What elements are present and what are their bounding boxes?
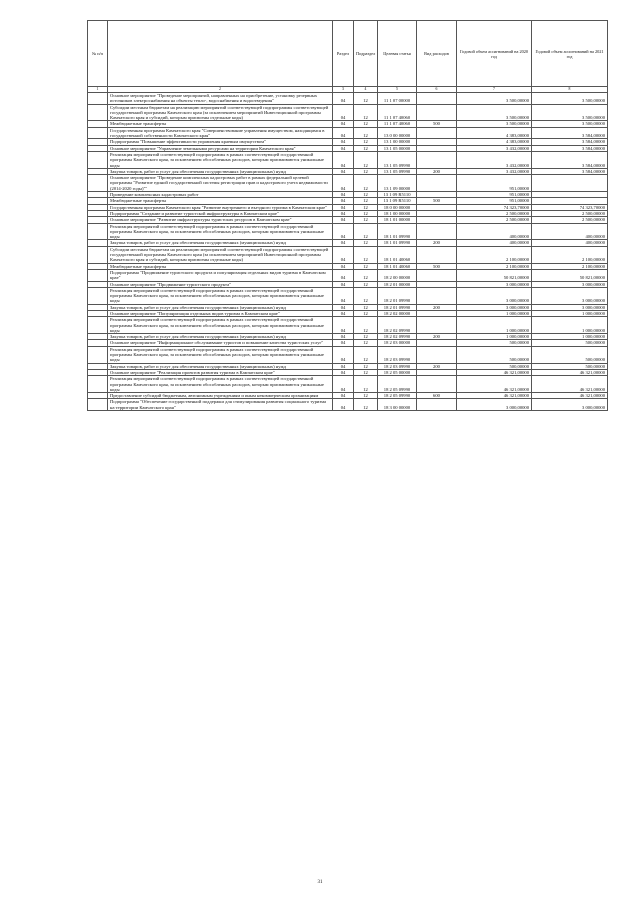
column-index: 8 [532, 87, 608, 93]
row-csr: 11 1 07 40060 [378, 121, 417, 127]
column-index: 3 [333, 87, 354, 93]
row-razdel: 04 [333, 281, 354, 287]
row-number [88, 93, 108, 105]
header-podrazdel: Подраздел [354, 21, 378, 87]
row-value-2020: 46 321,00000 [457, 369, 532, 375]
row-value-2020: 500,00000 [457, 346, 532, 363]
row-name: Подпрограмма "Создание и развитие туристской инфраструктуры в Камчатском крае" [108, 210, 333, 216]
row-value-2020: 50 821,00000 [457, 269, 532, 281]
row-csr: 13 1 05 09990 [378, 168, 417, 174]
budget-table [87, 20, 608, 411]
table-header-row [88, 21, 608, 87]
row-razdel: 04 [333, 363, 354, 369]
row-vr: 600 [417, 393, 457, 399]
row-csr: 18 2 03 09990 [378, 346, 417, 363]
table-row [88, 269, 608, 281]
row-name: Основное мероприятие "Проведение комплексных кадастровых работ в рамках федеральной целевой программы "Развитие единой государственной системы регистрации прав и кадастрового учета недвижимости (2014-2020 годы)"" [108, 175, 333, 192]
row-vr [417, 346, 457, 363]
row-name: Межбюджетные трансферты [108, 121, 333, 127]
row-value-2020: 3 432,00000 [457, 151, 532, 168]
row-value-2020: 3 500,00000 [457, 93, 532, 105]
row-podrazdel: 12 [354, 246, 378, 263]
row-number [88, 317, 108, 334]
row-name: Закупка товаров, работ и услуг для обеспечения государственных (муниципальных) нужд [108, 168, 333, 174]
row-vr [417, 223, 457, 240]
row-name: Основное мероприятие "Продвижение туристского продукта" [108, 281, 333, 287]
row-name: Реализация мероприятий соответствующей подпрограммы в рамках соответствующей государственной программы Камчатского края, за исключением обособленных расходов, которым присваиваются уникальные коды [108, 287, 333, 304]
row-csr: 18 1 00 00000 [378, 210, 417, 216]
row-vr: 200 [417, 363, 457, 369]
row-name: Реализация мероприятий соответствующей подпрограммы в рамках соответствующей государственной программы Камчатского края, за исключением обособленных расходов, которым присваиваются уникальные коды [108, 317, 333, 334]
row-value-2021: 3 000,00000 [532, 399, 608, 411]
row-podrazdel: 12 [354, 217, 378, 223]
row-razdel: 04 [333, 240, 354, 246]
row-value-2020: 4 383,00000 [457, 139, 532, 145]
row-podrazdel: 12 [354, 168, 378, 174]
row-razdel: 04 [333, 175, 354, 192]
row-name: Основное мероприятие "Развитие инфраструктуры туристских ресурсов в Камчатском крае" [108, 217, 333, 223]
row-razdel: 04 [333, 369, 354, 375]
row-value-2021: 3 000,00000 [532, 304, 608, 310]
column-index: 4 [354, 87, 378, 93]
row-razdel: 04 [333, 104, 354, 121]
row-number [88, 246, 108, 263]
row-value-2020: 3 000,00000 [457, 281, 532, 287]
row-podrazdel: 12 [354, 340, 378, 346]
table-row [88, 151, 608, 168]
table-row [88, 287, 608, 304]
row-csr: 13 1 09 00000 [378, 175, 417, 192]
row-name: Закупка товаров, работ и услуг для обеспечения государственных (муниципальных) нужд [108, 240, 333, 246]
row-value-2020: 3 500,00000 [457, 104, 532, 121]
row-razdel: 04 [333, 340, 354, 346]
row-value-2021: 50 821,00000 [532, 269, 608, 281]
header-v2020: Годовой объем ассигнований на 2020 год [457, 21, 532, 87]
row-value-2020: 1 000,00000 [457, 310, 532, 316]
row-name: Подпрограмма "Обеспечение государственной поддержки для стимулирования развития социального туризма на территории Камчатского края" [108, 399, 333, 411]
column-index: 6 [417, 87, 457, 93]
row-value-2020: 2 500,00000 [457, 217, 532, 223]
row-value-2021: 46 321,00000 [532, 376, 608, 393]
row-csr: 18 1 01 09990 [378, 240, 417, 246]
row-name: Закупка товаров, работ и услуг для обеспечения государственных (муниципальных) нужд [108, 304, 333, 310]
row-csr: 11 1 07 00000 [378, 93, 417, 105]
row-number [88, 127, 108, 139]
table-row [88, 246, 608, 263]
header-v2021: Годовой объем ассигнований на 2021 год [532, 21, 608, 87]
row-razdel: 04 [333, 304, 354, 310]
table-row [88, 127, 608, 139]
row-csr: 18 2 01 00000 [378, 281, 417, 287]
row-podrazdel: 12 [354, 304, 378, 310]
row-value-2021: 3 584,00000 [532, 168, 608, 174]
row-razdel: 04 [333, 121, 354, 127]
row-vr [417, 246, 457, 263]
row-value-2021: 3 584,00000 [532, 127, 608, 139]
row-razdel: 04 [333, 269, 354, 281]
row-razdel: 04 [333, 151, 354, 168]
row-number [88, 376, 108, 393]
row-razdel: 04 [333, 168, 354, 174]
row-value-2020: 951,00000 [457, 198, 532, 204]
row-csr: 18 1 01 09990 [378, 223, 417, 240]
column-index: 7 [457, 87, 532, 93]
row-vr [417, 269, 457, 281]
row-name: Подпрограмма "Продвижение туристского продукта и популяризация отдельных видов туризма в Камчатском крае" [108, 269, 333, 281]
row-csr: 13 0 00 00000 [378, 127, 417, 139]
row-podrazdel: 12 [354, 263, 378, 269]
row-csr: 18 2 00 00000 [378, 269, 417, 281]
row-name: Субсидии местным бюджетам на реализацию мероприятий соответствующей подпрограммы соответствующей государственной программы Камчатского края (за исключением мероприятий Инвестиционной программы Камчатского края и субсидий, которым присвоены отдельные коды) [108, 104, 333, 121]
row-vr [417, 104, 457, 121]
row-number [88, 269, 108, 281]
row-podrazdel: 12 [354, 399, 378, 411]
table-body [88, 93, 608, 411]
row-razdel: 04 [333, 210, 354, 216]
row-name: Предоставление субсидий бюджетным, автономным учреждениям и иным некоммерческим организациям [108, 393, 333, 399]
row-csr: 11 1 07 40060 [378, 104, 417, 121]
row-name: Реализация мероприятий соответствующей подпрограммы в рамках соответствующей государственной программы Камчатского края, за исключением обособленных расходов, которым присваиваются уникальные коды [108, 151, 333, 168]
row-name: Реализация мероприятий соответствующей подпрограммы в рамках соответствующей государственной программы Камчатского края, за исключением обособленных расходов, которым присваиваются уникальные коды [108, 376, 333, 393]
column-index: 1 [88, 87, 108, 93]
row-number [88, 399, 108, 411]
row-value-2021: 3 584,00000 [532, 139, 608, 145]
row-value-2021: 3 584,00000 [532, 145, 608, 151]
row-podrazdel: 12 [354, 151, 378, 168]
row-podrazdel: 12 [354, 310, 378, 316]
row-number [88, 151, 108, 168]
row-csr: 18 2 02 09990 [378, 317, 417, 334]
table-row [88, 346, 608, 363]
row-csr: 18 0 00 00000 [378, 204, 417, 210]
row-razdel: 04 [333, 198, 354, 204]
row-podrazdel: 12 [354, 369, 378, 375]
row-podrazdel: 12 [354, 192, 378, 198]
row-podrazdel: 12 [354, 104, 378, 121]
row-value-2021: 3 584,00000 [532, 151, 608, 168]
table-row [88, 376, 608, 393]
row-name: Закупка товаров, работ и услуг для обеспечения государственных (муниципальных) нужд [108, 334, 333, 340]
page-number: 31 [317, 880, 323, 885]
row-name: Межбюджетные трансферты [108, 263, 333, 269]
row-name: Основное мероприятие "Популяризация отдельных видов туризма в Камчатском крае" [108, 310, 333, 316]
row-vr [417, 287, 457, 304]
row-podrazdel: 12 [354, 334, 378, 340]
row-value-2021: 1 000,00000 [532, 334, 608, 340]
row-razdel: 04 [333, 217, 354, 223]
row-name: Закупка товаров, работ и услуг для обеспечения государственных (муниципальных) нужд [108, 363, 333, 369]
row-value-2021: 1 000,00000 [532, 310, 608, 316]
row-podrazdel: 12 [354, 175, 378, 192]
row-vr: 500 [417, 198, 457, 204]
row-value-2021: 3 500,00000 [532, 93, 608, 105]
row-podrazdel: 12 [354, 393, 378, 399]
row-podrazdel: 12 [354, 269, 378, 281]
row-csr: 18 2 05 09990 [378, 376, 417, 393]
row-value-2021: 500,00000 [532, 340, 608, 346]
row-vr [417, 151, 457, 168]
row-razdel: 04 [333, 223, 354, 240]
table-row [88, 317, 608, 334]
row-value-2020: 3 000,00000 [457, 399, 532, 411]
row-podrazdel: 12 [354, 93, 378, 105]
row-value-2021: 3 000,00000 [532, 281, 608, 287]
table-row [88, 93, 608, 105]
row-vr: 200 [417, 240, 457, 246]
row-name: Межбюджетные трансферты [108, 198, 333, 204]
row-csr: 13 1 00 00000 [378, 139, 417, 145]
header-razdel: Раздел [333, 21, 354, 87]
row-value-2021: 3 500,00000 [532, 121, 608, 127]
row-value-2020: 2 500,00000 [457, 210, 532, 216]
row-razdel: 04 [333, 287, 354, 304]
row-csr: 13 1 05 09990 [378, 151, 417, 168]
row-csr: 18 2 02 09990 [378, 334, 417, 340]
row-value-2020: 3 432,00000 [457, 168, 532, 174]
header-name [108, 21, 333, 87]
row-csr: 18 2 03 09990 [378, 363, 417, 369]
row-csr: 18 2 01 09990 [378, 287, 417, 304]
row-value-2021: 2 500,00000 [532, 217, 608, 223]
row-podrazdel: 12 [354, 139, 378, 145]
row-razdel: 04 [333, 93, 354, 105]
row-csr: 18 2 05 09990 [378, 393, 417, 399]
row-name: Субсидии местным бюджетам на реализацию мероприятий соответствующей подпрограммы соответствующей государственной программы Камчатского края (за исключением мероприятий Инвестиционной программы Камчатского края и субсидий, которым присвоены отдельные коды) [108, 246, 333, 263]
row-value-2021 [532, 175, 608, 192]
row-value-2021: 400,00000 [532, 240, 608, 246]
row-razdel: 04 [333, 346, 354, 363]
row-name: Основное мероприятие "Информационное обслуживание туристов и повышение качества туристских услуг" [108, 340, 333, 346]
row-name: Реализация мероприятий соответствующей подпрограммы в рамках соответствующей государственной программы Камчатского края, за исключением обособленных расходов, которым присваиваются уникальные коды [108, 346, 333, 363]
header-csr: Целевая статья [378, 21, 417, 87]
row-razdel: 04 [333, 399, 354, 411]
row-podrazdel: 12 [354, 281, 378, 287]
row-podrazdel: 12 [354, 223, 378, 240]
row-razdel: 04 [333, 139, 354, 145]
row-podrazdel: 12 [354, 240, 378, 246]
row-razdel: 04 [333, 393, 354, 399]
row-vr: 200 [417, 304, 457, 310]
row-value-2020: 46 321,00000 [457, 376, 532, 393]
row-value-2020: 400,00000 [457, 240, 532, 246]
row-value-2020: 1 000,00000 [457, 317, 532, 334]
row-value-2020: 500,00000 [457, 363, 532, 369]
row-razdel: 04 [333, 310, 354, 316]
table-row [88, 175, 608, 192]
row-value-2020: 3 000,00000 [457, 304, 532, 310]
row-number [88, 223, 108, 240]
row-name: Государственная программа Камчатского края "Развитие внутреннего и въездного туризма в Камчатском крае" [108, 204, 333, 210]
row-value-2021: 74 323,70000 [532, 204, 608, 210]
row-value-2021: 46 321,00000 [532, 369, 608, 375]
row-csr: 18 2 05 00000 [378, 369, 417, 375]
row-value-2021: 500,00000 [532, 346, 608, 363]
header-vr: Вид расходов [417, 21, 457, 87]
row-value-2020: 2 100,00000 [457, 246, 532, 263]
table-row [88, 104, 608, 121]
row-razdel: 04 [333, 127, 354, 139]
row-name: Основное мероприятие "Проведение мероприятий, направленных на приобретение, установку резервных источников электроснабжения на объекты тепло-, водоснабжения и водоотведения" [108, 93, 333, 105]
row-value-2021: 2 500,00000 [532, 210, 608, 216]
row-podrazdel: 12 [354, 210, 378, 216]
row-csr: 18 1 01 00000 [378, 217, 417, 223]
row-razdel: 04 [333, 192, 354, 198]
row-value-2021: 400,00000 [532, 223, 608, 240]
table-row [88, 223, 608, 240]
row-podrazdel: 12 [354, 317, 378, 334]
row-value-2021: 3 500,00000 [532, 104, 608, 121]
row-number [88, 287, 108, 304]
row-value-2020: 3 500,00000 [457, 121, 532, 127]
row-value-2020: 500,00000 [457, 340, 532, 346]
row-razdel: 04 [333, 376, 354, 393]
row-podrazdel: 12 [354, 145, 378, 151]
row-number [88, 175, 108, 192]
row-podrazdel: 12 [354, 363, 378, 369]
row-name: Реализация мероприятий соответствующей подпрограммы в рамках соответствующей государственной программы Камчатского края, за исключением обособленных расходов, которым присваиваются уникальные коды [108, 223, 333, 240]
row-csr: 18 2 03 00000 [378, 340, 417, 346]
row-value-2020: 400,00000 [457, 223, 532, 240]
row-podrazdel: 12 [354, 198, 378, 204]
row-name: Государственная программа Камчатского края "Совершенствование управления имуществом, находящимся в государственной собственности Камчатского края" [108, 127, 333, 139]
row-razdel: 04 [333, 263, 354, 269]
row-csr: 13 1 05 00000 [378, 145, 417, 151]
row-value-2021: 46 321,00000 [532, 393, 608, 399]
row-csr: 18 2 02 00000 [378, 310, 417, 316]
row-number [88, 346, 108, 363]
row-vr: 500 [417, 121, 457, 127]
row-csr: 13 1 09 R5110 [378, 198, 417, 204]
row-vr [417, 127, 457, 139]
table-row [88, 399, 608, 411]
row-name: Основное мероприятие "Реализация проектов развития туризма в Камчатском крае" [108, 369, 333, 375]
row-csr: 18 3 00 00000 [378, 399, 417, 411]
row-vr [417, 376, 457, 393]
row-csr: 18 2 01 09990 [378, 304, 417, 310]
column-index: 5 [378, 87, 417, 93]
row-vr [417, 93, 457, 105]
row-razdel: 04 [333, 334, 354, 340]
row-number [88, 104, 108, 121]
row-value-2021: 1 000,00000 [532, 317, 608, 334]
row-value-2020: 4 383,00000 [457, 127, 532, 139]
row-podrazdel: 12 [354, 127, 378, 139]
row-value-2020: 3 000,00000 [457, 287, 532, 304]
row-value-2020: 951,00000 [457, 175, 532, 192]
header-num: № п/п [88, 21, 108, 87]
row-vr [417, 399, 457, 411]
row-value-2021: 3 000,00000 [532, 287, 608, 304]
row-razdel: 04 [333, 246, 354, 263]
row-name: Подпрограмма "Повышение эффективности управления краевым имуществом" [108, 139, 333, 145]
row-vr: 200 [417, 168, 457, 174]
row-value-2020: 951,00000 [457, 192, 532, 198]
row-vr [417, 175, 457, 192]
row-value-2020: 2 100,00000 [457, 263, 532, 269]
row-value-2020: 1 000,00000 [457, 334, 532, 340]
row-razdel: 04 [333, 204, 354, 210]
row-podrazdel: 12 [354, 204, 378, 210]
row-value-2021: 500,00000 [532, 363, 608, 369]
row-name: Основное мероприятие "Управление земельными ресурсами на территории Камчатского края" [108, 145, 333, 151]
row-razdel: 04 [333, 145, 354, 151]
row-value-2020: 3 432,00000 [457, 145, 532, 151]
row-csr: 13 1 09 R5110 [378, 192, 417, 198]
row-value-2020: 46 321,00000 [457, 393, 532, 399]
row-podrazdel: 12 [354, 346, 378, 363]
row-value-2021: 2 100,00000 [532, 263, 608, 269]
row-podrazdel: 12 [354, 287, 378, 304]
column-index: 2 [108, 87, 333, 93]
row-vr: 500 [417, 263, 457, 269]
row-podrazdel: 12 [354, 376, 378, 393]
row-vr [417, 317, 457, 334]
row-value-2021: 2 100,00000 [532, 246, 608, 263]
row-csr: 18 1 01 40060 [378, 246, 417, 263]
row-vr: 200 [417, 334, 457, 340]
row-razdel: 04 [333, 317, 354, 334]
row-csr: 18 1 01 40060 [378, 263, 417, 269]
row-value-2020: 74 323,70000 [457, 204, 532, 210]
row-name: Проведение комплексных кадастровых работ [108, 192, 333, 198]
row-podrazdel: 12 [354, 121, 378, 127]
